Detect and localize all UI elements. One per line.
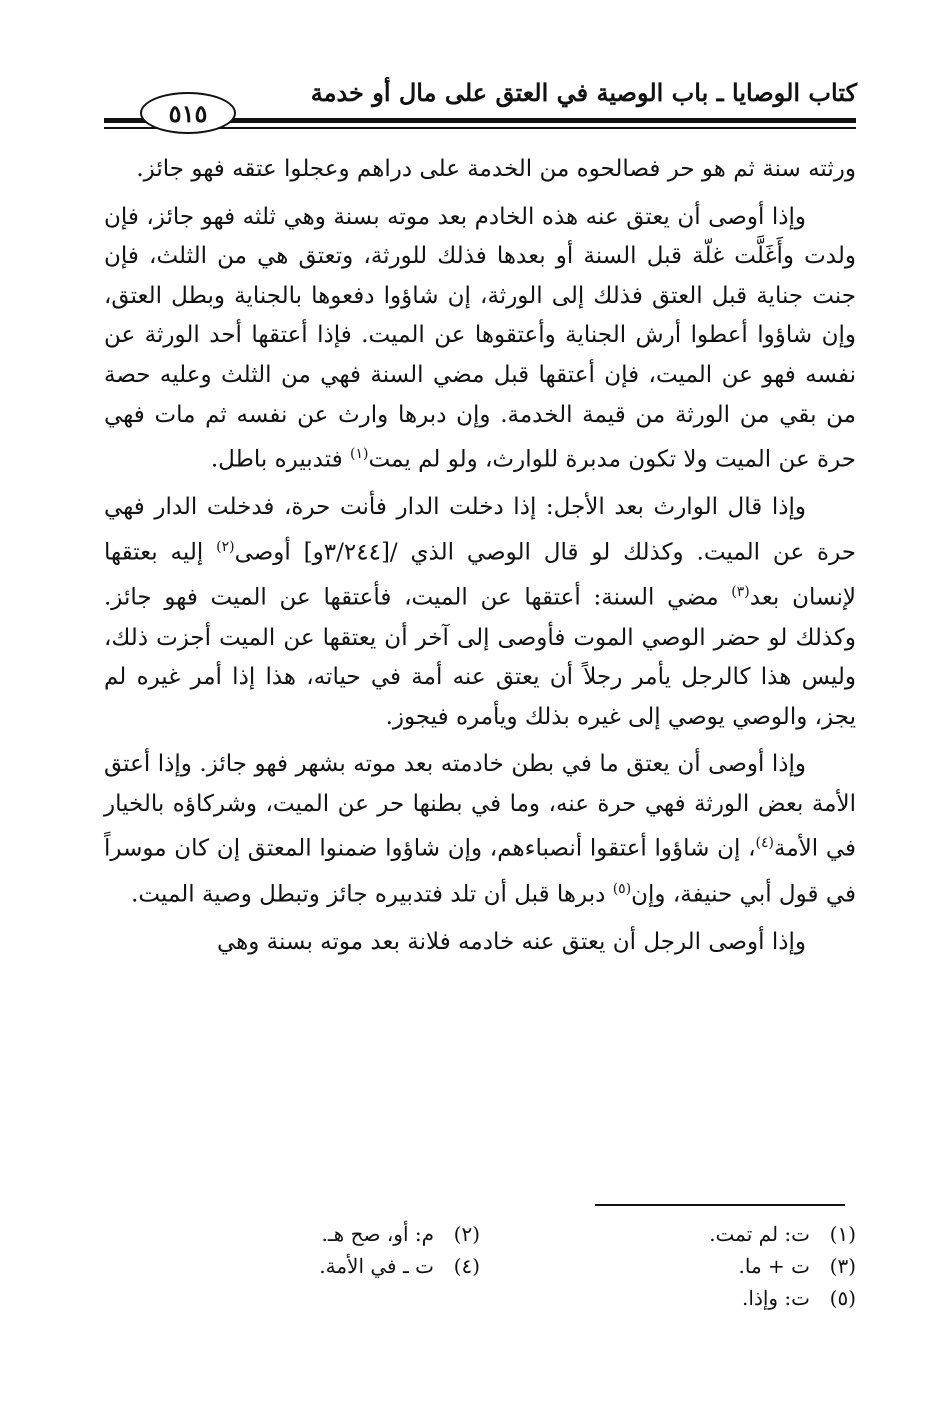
footnote-3-number: (٣) (829, 1254, 856, 1278)
main-text (104, 150, 856, 971)
footnote-4-number: (٤) (453, 1254, 480, 1278)
footnote-1 (480, 1218, 856, 1250)
paragraph-4-text-a: وإذا أوصى أن يعتق ما في بطن خادمته بعد موته بشهر فهو جائز. وإذا أعتق الأمة بعض الورثة فهي حرة عنه، وما في بطنها حر عن الميت، وشركاؤه بالخيار في الأمة (104, 751, 857, 863)
paragraph-2-text-a: وإذا أوصى أن يعتق عنه هذه الخادم بعد موته بسنة وهي ثلثه فهو جائز، فإن ولدت وأَغَلَّت غلّة قبل السنة أو بعدها فذلك للورثة، وتعتق هي من الثلث، فإن جنت جناية قبل العتق فذلك إلى الورثة، إن شاؤوا دفعوها بالجناية وبطل العتق، وإن شاؤوا أعطوا أرش الجناية وأعتقوها عن الميت. فإذا أعتقها أحد الورثة عن نفسه فهو عن الميت، فإن أعتقها قبل مضي السنة فهي من الثلث وعليه حصة من بقي من الورثة من قيمة الخدمة. وإن دبرها وارث عن نفسه ثم مات فهي حرة عن الميت ولا تكون مدبرة للوارث، ولو لم يمت (104, 203, 856, 473)
paragraph-3-text-b: إليه بعتقها لإنسان بعد (104, 539, 856, 611)
footnote-5-text: ت: وإذا. (742, 1286, 810, 1310)
footnote-ref-5: (٥) (612, 880, 632, 897)
footnote-2-number: (٢) (453, 1222, 480, 1246)
footnotes (104, 1218, 856, 1314)
footnote-ref-2: (٢) (216, 539, 235, 555)
footnote-4 (104, 1250, 480, 1282)
paragraph-2 (104, 198, 856, 481)
paragraph-4-text-b: ، إن شاؤوا أعتقوا أنصباءهم، وإن شاؤوا ضمنوا المعتق إن كان موسراً في قول أبي حنيفة، وإن (104, 836, 856, 908)
footnote-separator (595, 1204, 845, 1206)
footnote-row-3 (104, 1282, 856, 1314)
footnote-2-text: م: أو، صح هـ. (321, 1222, 434, 1246)
page-number: ٥١٥ (168, 98, 208, 128)
paragraph-5: وإذا أوصى الرجل أن يعتق عنه خادمه فلانة بعد موته بسنة وهي (216, 928, 806, 955)
footnote-1-number: (١) (829, 1222, 856, 1246)
page-number-badge (140, 92, 236, 134)
paragraph-4-text-c: دبرها قبل أن تلد فتدبيره جائز وتبطل وصية الميت. (131, 881, 613, 908)
footnote-ref-4: (٤) (755, 835, 774, 852)
footnote-5-number: (٥) (829, 1286, 856, 1310)
paragraph-3-text-a: وإذا قال الوارث بعد الأجل: إذا دخلت الدار فأنت حرة، فدخلت الدار فهي حرة عن الميت. وكذلك لو قال الوصي الذي /[٣/٢٤٤و] أوصى (104, 494, 857, 566)
footnote-1-text: ت: لم تمت. (709, 1222, 810, 1246)
footnote-row-2 (104, 1250, 856, 1282)
paragraph-4 (104, 745, 856, 915)
footnote-ref-3: (٣) (731, 584, 750, 601)
footnote-2 (104, 1218, 480, 1250)
paragraph-1: ورثته سنة ثم هو حر فصالحوه من الخدمة على دراهم وعجلوا عتقه فهو جائز. (136, 156, 856, 182)
paragraph-2-text-b: فتدبيره باطل. (210, 446, 351, 473)
footnote-4-text: ت ـ في الأمة. (319, 1254, 434, 1278)
footnote-5 (480, 1282, 856, 1314)
paragraph-3-text-c: مضي السنة: أعتقها عن الميت، فأعتقها عن الميت فهو جائز. وكذلك لو حضر الوصي الموت فأوصى إلى آخر أن يعتقها عن الميت أجزت ذلك، وليس هذا كالرجل يأمر رجلاً أن يعتق عنه أمة في حياته، هذا إذا أمر غيره لم يجز، والوصي يوصي إلى غيره بذلك ويأمره فيجوز. (104, 584, 856, 730)
running-title: كتاب الوصايا ـ باب الوصية في العتق على مال أو خدمة (310, 78, 857, 107)
footnote-ref-1: (١) (350, 446, 369, 463)
footnote-3-text: ت + ما. (738, 1254, 810, 1278)
footnote-row-1 (104, 1218, 856, 1250)
footnote-3 (480, 1250, 856, 1282)
paragraph-3 (104, 488, 856, 737)
